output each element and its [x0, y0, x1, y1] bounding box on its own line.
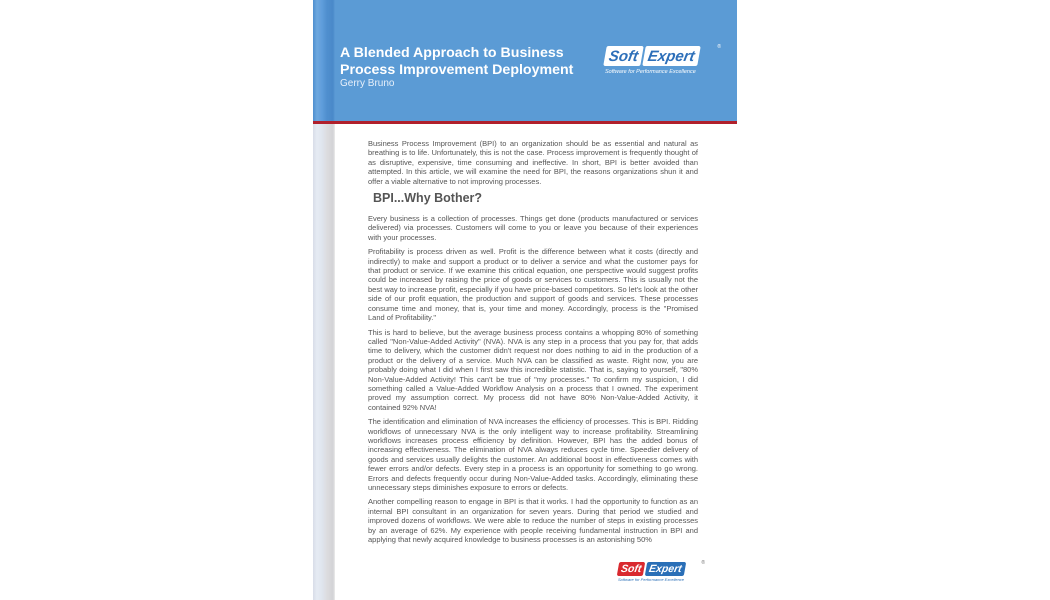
- logo-word-soft: Soft: [603, 46, 644, 66]
- logo-word-expert: Expert: [645, 562, 686, 576]
- document-title: [340, 45, 610, 79]
- article-body: [368, 139, 698, 549]
- author-name: Gerry Bruno: [340, 78, 395, 89]
- banner-edge-strip: [313, 0, 335, 121]
- logo-word-soft: Soft: [617, 562, 646, 576]
- title-line-1: A Blended Approach to Business: [340, 45, 564, 61]
- paragraph: The identification and elimination of NVA increases the efficiency of processes. This is BPI. Ridding workflows of unnecessary NVA is the only intelligent way to increase profitability. Streamlining workflows increases process efficiency by definition. However, BPI has the added bonus of increasing effectiveness. The elimination of NVA always reduces cycle time. Speedier delivery of goods and services usually delights the customer. An additional boost in effectiveness comes with fewer errors and/or defects. Every step in a process is an opportunity for something to go wrong. Errors and defects frequently occur during Non-Value-Added tasks. Accordingly, eliminating these unnecessary steps diminishes exposure to errors or defects.: [368, 417, 698, 492]
- paragraph: Profitability is process driven as well. Profit is the difference between what it costs (directly and indirectly) to make and support a product or to deliver a service and what the customer pays for that product or service. If we examine this critical equation, one perspective would suggest profits could be increased by raising the price of goods or services to customers. This is usually not the best way to increase profit, especially if you have price-based competitors. So let's look at the other side of our profit equation, the production and support of goods and services. These processes consume time and money, that is, your time and money. Accordingly, process is the "Promised Land of Profitability.": [368, 247, 698, 323]
- header-banner: [313, 0, 737, 121]
- registered-mark: ®: [701, 560, 705, 566]
- logo-tagline: Software for Performance Excellence: [618, 577, 685, 582]
- paragraph: This is hard to believe, but the average business process contains a whopping 80% of something called "Non-Value-Added Activity" (NVA). NVA is any step in a process that you pay for, that adds time to delivery, which the customer didn't request nor does nothing to aid in the production of a product or the delivery of a service. Much NVA can be classified as waste. Right now, you are probably doing what I did when I first saw this incredible statistic. That is, saying to yourself, "80% Non-Value-Added Activity! This can't be true of "my processes." To confirm my suspicion, I did something called a Value-Added Workflow Analysis on a process that I owned. The experiment proved my assumption correct. My process did not have 80% Non-Value-Added Activity, it contained 92% NVA!: [368, 327, 698, 412]
- document-page: [313, 0, 738, 600]
- footer-softexpert-logo: [618, 560, 705, 586]
- softexpert-logo: [605, 44, 721, 80]
- intro-paragraph: Business Process Improvement (BPI) to an organization should be as essential and natural as breathing is to life. Unfortunately, this is not the case. Process improvement is frequently thought of as disruptive, expensive, time consuming and ineffective. In short, BPI is better avoided than attempted. In this article, we will examine the need for BPI, the reasons organizations shun it and offer a viable alternative to not improving processes.: [368, 139, 698, 186]
- paragraph: Another compelling reason to engage in BPI is that it works. I had the opportunity to function as an internal BPI consultant in an organization for seven years. During that period we studied and improved dozens of workflows. We were able to reduce the number of steps in existing processes by an average of 62%. My experience with people receiving fundamental instruction in BPI and applying that newly acquired knowledge to business processes is an astonishing 50%: [368, 497, 698, 545]
- registered-mark: ®: [717, 44, 721, 50]
- title-line-2: Process Improvement Deployment: [340, 62, 574, 78]
- logo-word-expert: Expert: [642, 46, 700, 66]
- header-divider: [313, 121, 737, 124]
- logo-tagline: Software for Performance Excellence: [605, 69, 696, 75]
- section-heading: BPI...Why Bother?: [373, 191, 483, 206]
- paragraph: Every business is a collection of processes. Things get done (products manufactured or services delivered) via processes. Customers will come to you or leave you because of their experiences with your processes.: [368, 214, 698, 242]
